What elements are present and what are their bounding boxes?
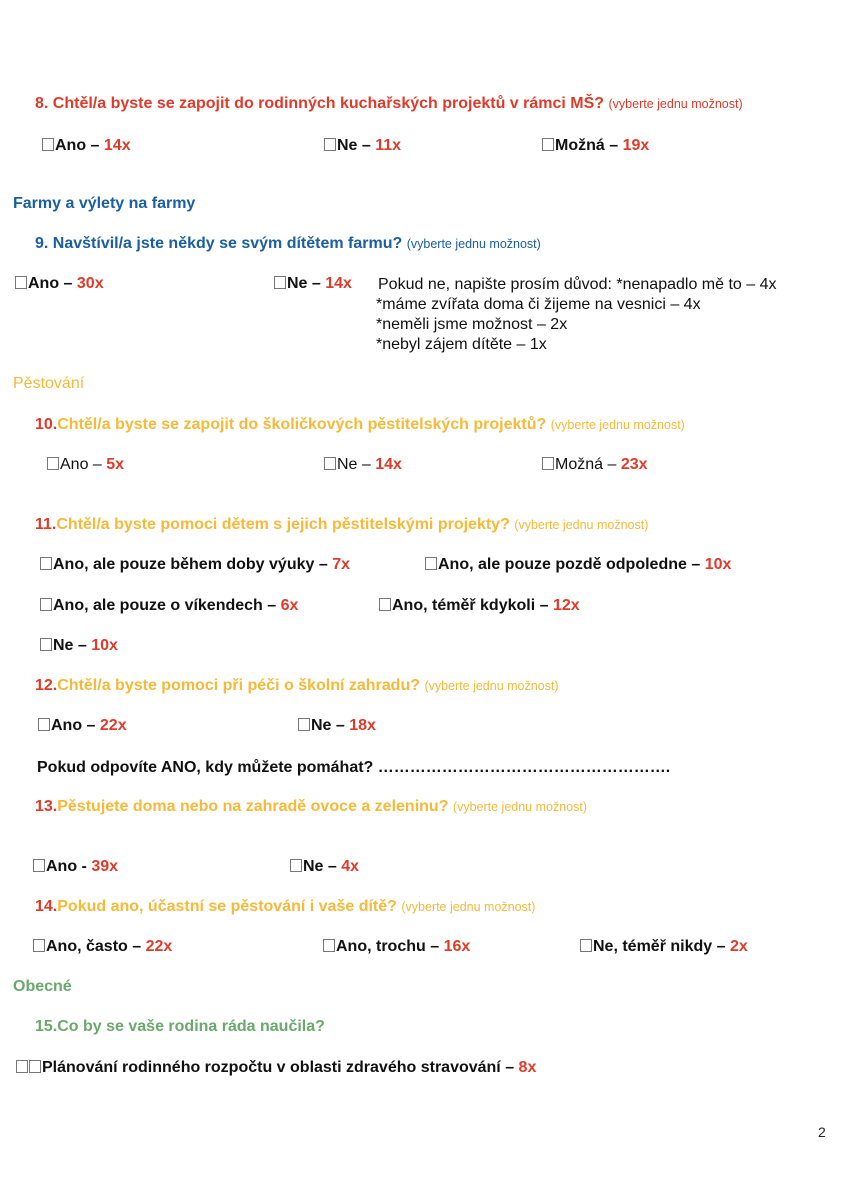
question-hint: (vyberte jednu možnost) [452, 800, 588, 814]
question-number: 8. [35, 95, 49, 112]
question-10 [35, 416, 685, 434]
option-q8-ano [42, 137, 131, 155]
reason-line-4: *nebyl zájem dítěte – 1x [376, 336, 547, 353]
option-count: 12x [552, 597, 580, 614]
question-hint: (vyberte jednu možnost) [550, 418, 685, 432]
checkbox-icon [323, 939, 335, 952]
checkbox-icon [542, 138, 554, 151]
question-hint: (vyberte jednu možnost) [608, 97, 743, 111]
option-count: 30x [76, 275, 104, 292]
option-q8-mozna [542, 137, 649, 155]
option-q10-ne [324, 456, 402, 474]
checkbox-icon [324, 457, 336, 470]
question-14 [35, 898, 535, 916]
option-count: 23x [620, 456, 648, 473]
option-q15-budget [16, 1059, 536, 1077]
option-count: 14x [325, 275, 352, 292]
checkbox-icon [379, 598, 391, 611]
question-number: 14. [35, 898, 58, 915]
option-label: Ne – [287, 275, 321, 292]
checkbox-icon [16, 1060, 28, 1073]
option-q10-ano [47, 456, 124, 474]
option-count: 16x [443, 938, 471, 955]
option-label: Ne – [337, 456, 371, 473]
question-hint: (vyberte jednu možnost) [424, 679, 559, 693]
question-number: 13. [35, 798, 58, 815]
question-text: Pokud ano, účastní se pěstování i vaše dítě? [57, 898, 397, 915]
option-q14-little [323, 938, 470, 956]
checkbox-icon [47, 457, 59, 470]
question-text: Chtěl/a byste pomoci při péči o školní zahradu? [57, 677, 420, 694]
option-count: 8x [518, 1059, 537, 1076]
question-number: 11. [35, 516, 57, 533]
question-number: 9. [35, 235, 49, 252]
question-number: 12. [35, 677, 58, 694]
option-count: 10x [704, 556, 732, 573]
option-label: Ne – [303, 858, 337, 875]
option-count: 4x [341, 858, 360, 875]
option-label: Možná – [555, 456, 617, 473]
option-q9-ne [274, 275, 352, 293]
question-12 [35, 677, 559, 695]
option-q13-ano [33, 858, 118, 876]
option-label: Ano – [60, 456, 102, 473]
question-hint: (vyberte jednu možnost) [406, 237, 541, 251]
option-q8-ne [324, 137, 401, 155]
option-label: Ano, trochu – [336, 938, 440, 955]
option-label: Ano, ale pouze během doby výuky – [53, 556, 328, 573]
reason-line-3: *neměli jsme možnost – 2x [376, 316, 568, 333]
option-label: Ano - [46, 858, 87, 875]
option-label: Ano – [55, 137, 100, 154]
followup-question: Pokud odpovíte ANO, kdy můžete pomáhat? ………………………………………………. [37, 759, 671, 776]
checkbox-icon [425, 557, 437, 570]
option-count: 6x [280, 597, 299, 614]
section-heading-growing: Pěstování [13, 375, 85, 392]
checkbox-icon [29, 1060, 41, 1073]
question-text: Co by se vaše rodina ráda naučila? [57, 1018, 325, 1035]
option-count: 14x [103, 137, 131, 154]
option-count: 2x [729, 938, 748, 955]
option-q12-ano [38, 717, 127, 735]
option-label: Možná – [555, 137, 619, 154]
section-heading-general: Obecné [13, 978, 72, 995]
checkbox-icon [542, 457, 554, 470]
option-q14-almost-never [580, 938, 748, 956]
checkbox-icon [33, 939, 45, 952]
option-label: Ano, ale pouze pozdě odpoledne – [438, 556, 701, 573]
checkbox-icon [42, 138, 54, 151]
checkbox-icon [15, 276, 27, 289]
checkbox-icon [38, 718, 50, 731]
checkbox-icon [40, 638, 52, 651]
option-count: 22x [99, 717, 127, 734]
checkbox-icon [298, 718, 310, 731]
checkbox-icon [274, 276, 286, 289]
option-label: Ne, téměř nikdy – [593, 938, 726, 955]
question-text: Chtěl/a byste se zapojit do školičkových pěstitelských projektů? [57, 416, 547, 433]
option-label: Ano – [51, 717, 96, 734]
page-number: 2 [818, 1124, 826, 1140]
option-q13-ne [290, 858, 359, 876]
question-text: Navštívil/a jste někdy se svým dítětem farmu? [52, 235, 403, 252]
checkbox-icon [33, 859, 45, 872]
option-q11-late-afternoon [425, 556, 731, 574]
option-q12-ne [298, 717, 376, 735]
question-text: Pěstujete doma nebo na zahradě ovoce a zeleninu? [57, 798, 449, 815]
checkbox-icon [324, 138, 336, 151]
option-label: Ne – [311, 717, 345, 734]
question-13 [35, 798, 587, 816]
option-q11-ne [40, 637, 118, 655]
option-label: Plánování rodinného rozpočtu v oblasti zdravého stravování – [42, 1059, 515, 1076]
checkbox-icon [40, 557, 52, 570]
option-label: Ne – [53, 637, 87, 654]
option-count: 22x [145, 938, 173, 955]
checkbox-icon [580, 939, 592, 952]
option-q10-mozna [542, 456, 648, 474]
option-q14-often [33, 938, 172, 956]
option-q9-ano [15, 275, 104, 293]
option-label: Ano, téměř kdykoli – [392, 597, 549, 614]
checkbox-icon [40, 598, 52, 611]
question-text: Chtěl/a byste se zapojit do rodinných kuchařských projektů v rámci MŠ? [52, 95, 605, 112]
question-number: 15. [35, 1018, 58, 1035]
option-label: Ne – [337, 137, 371, 154]
question-11 [35, 516, 648, 534]
section-heading-farms: Farmy a výlety na farmy [13, 195, 196, 212]
option-count: 5x [106, 456, 125, 473]
option-q11-almost-anytime [379, 597, 580, 615]
option-count: 39x [91, 858, 119, 875]
option-label: Ano, často – [46, 938, 142, 955]
option-count: 14x [375, 456, 402, 473]
option-q11-weekends [40, 597, 298, 615]
question-15 [35, 1018, 325, 1036]
question-9 [35, 235, 541, 253]
question-number: 10. [35, 416, 58, 433]
question-8 [35, 95, 743, 113]
option-count: 19x [622, 137, 650, 154]
question-hint: (vyberte jednu možnost) [514, 518, 649, 532]
option-count: 7x [332, 556, 350, 573]
option-count: 10x [91, 637, 118, 654]
option-label: Ano – [28, 275, 73, 292]
option-q11-during-teaching [40, 556, 350, 574]
reason-line-1: Pokud ne, napište prosím důvod: *nenapadlo mě to – 4x [378, 276, 777, 293]
option-label: Ano, ale pouze o víkendech – [53, 597, 277, 614]
question-hint: (vyberte jednu možnost) [401, 900, 536, 914]
option-count: 18x [349, 717, 376, 734]
checkbox-icon [290, 859, 302, 872]
reason-line-2: *máme zvířata doma či žijeme na vesnici – 4x [376, 296, 701, 313]
option-count: 11x [375, 137, 402, 154]
question-text: Chtěl/a byste pomoci dětem s jejich pěstitelskými projekty? [56, 516, 510, 533]
